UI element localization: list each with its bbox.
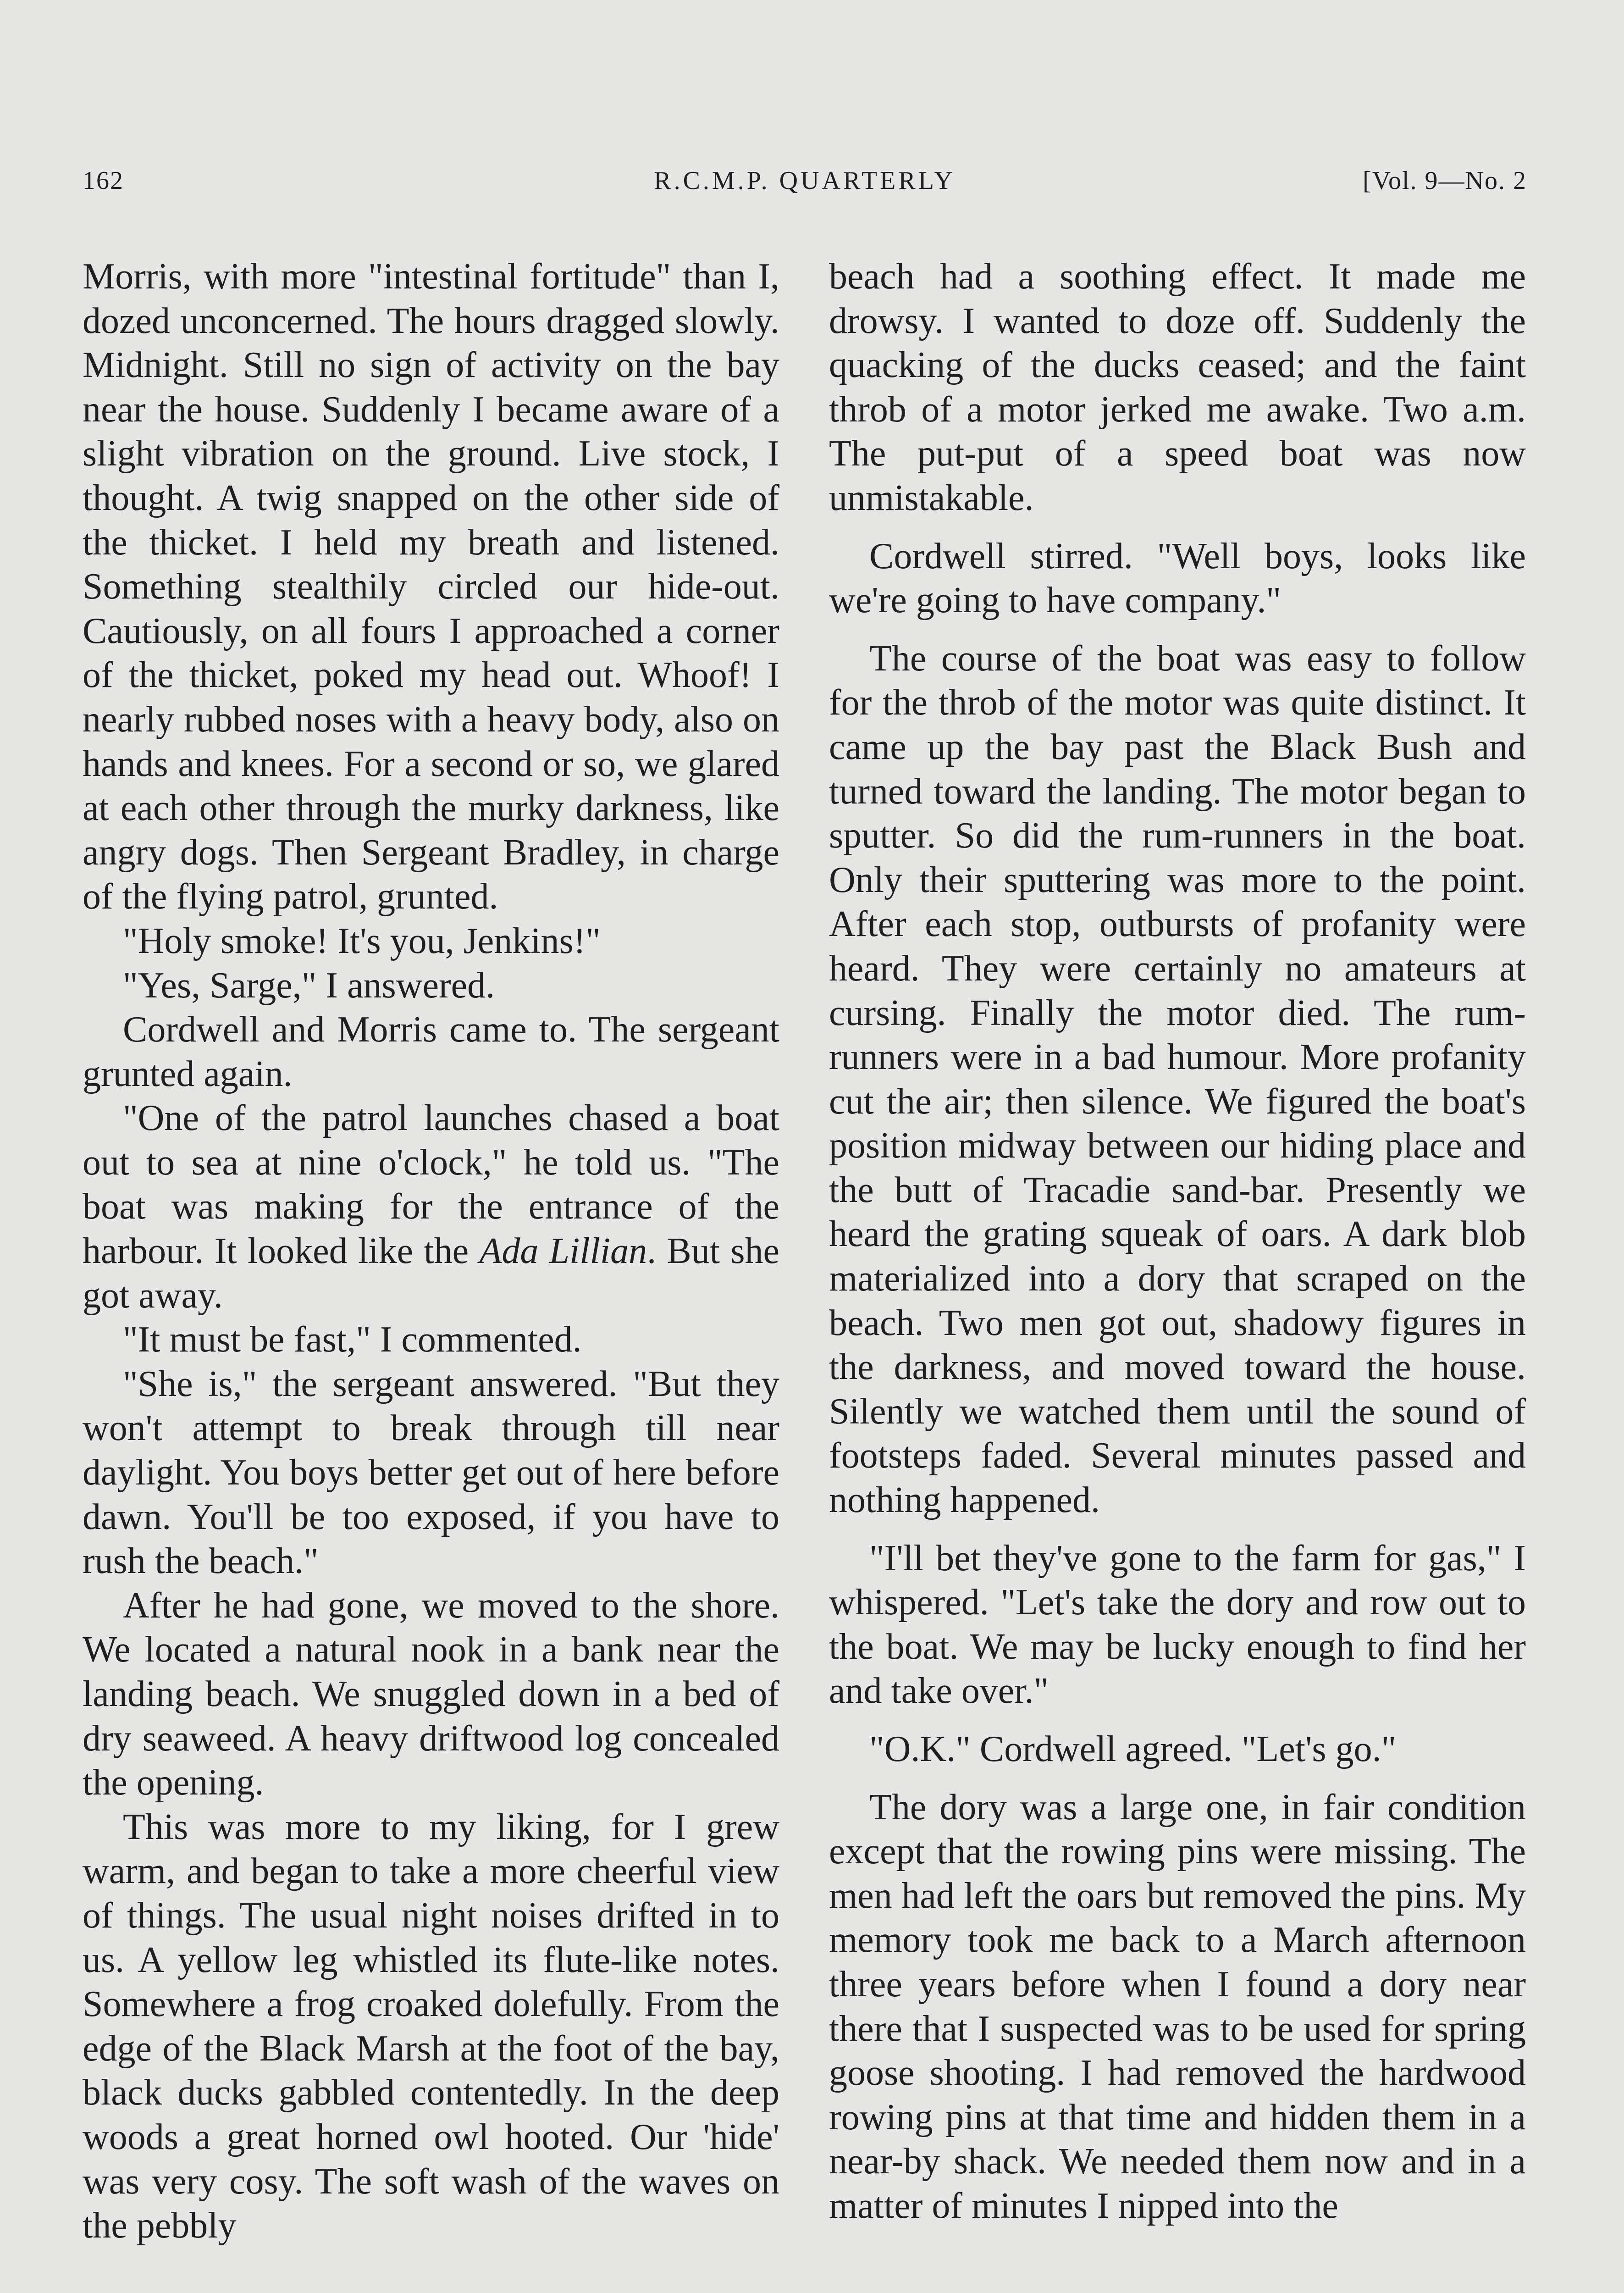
paragraph: "She is," the sergeant answered. "But they won't attempt to break through till near daylight. You boys better get out of here before dawn. You'll be too exposed, if you have to rush the beach." (83, 1363, 779, 1582)
text-span: "One of the patrol launches chased a boat out to sea at nine o'clock," he told us. "The boat was making for the entrance of the harbour. It looked like the (83, 1098, 779, 1272)
volume-info: [Vol. 9—No. 2 (1363, 166, 1527, 195)
paragraph: The course of the boat was easy to follow for the throb of the motor was quite distinct. It came up the bay past the Black Bush and turned toward the landing. The motor began to sputter. So did the rum-runners in the boat. Only their sputtering was more to the point. After each stop, outbursts of profanity were heard. They were certainly no amateurs at cursing. Finally the motor died. The rum-runners were in a bad humour. More profanity cut the air; then silence. We figured the boat's position midway between our hiding place and the butt of Tracadie sand-bar. Presently we heard the grating squeak of oars. A dark blob materialized into a dory that scraped on the beach. Two men got out, shadowy figures in the darkness, and moved toward the house. Silently we watched them until the sound of footsteps faded. Several minutes passed and nothing happened. (829, 638, 1526, 1521)
boat-name-italic: Ada Lillian (479, 1231, 647, 1272)
paragraph: This was more to my liking, for I grew warm, and began to take a more cheerful view of things. The usual night noises drifted in to us. A yellow leg whistled its flute-like notes. Somewhere a frog croaked dolefully. From the edge of the Black Marsh at the foot of the bay, black ducks gabbled contentedly. In the deep woods a great horned owl hooted. Our 'hide' was very cosy. The soft wash of the waves on the pebbly (83, 1806, 779, 2246)
paragraph: Morris, with more "intestinal fortitude" than I, dozed unconcerned. The hours dragged slowly. Midnight. Still no sign of activity on the bay near the house. Suddenly I became aware of a slight vibration on the ground. Live stock, I thought. A twig snapped on the other side of the thicket. I held my breath and listened. Something stealthily circled our hide-out. Cautiously, on all fours I approached a corner of the thicket, poked my head out. Whoof! I nearly rubbed noses with a heavy body, also on hands and knees. For a second or so, we glared at each other through the murky darkness, like angry dogs. Then Sergeant Bradley, in charge of the flying patrol, grunted. (83, 256, 779, 917)
paragraph: The dory was a large one, in fair condition except that the rowing pins were missing. The men had left the oars but removed the pins. My memory took me back to a March afternoon three years before when I found a dory near there that I suspected was to be used for spring goose shooting. I had removed the hardwood rowing pins at that time and hidden them in a near-by shack. We needed them now and in a matter of minutes I nipped into the (829, 1787, 1526, 2226)
text-span: . But she got away. (83, 1231, 780, 1316)
paragraph: "I'll bet they've gone to the farm for gas," I whispered. "Let's take the dory and row out to the boat. We may be lucky enough to find her and take over." (829, 1538, 1526, 1711)
paragraph (83, 1096, 779, 1318)
paragraph: "Yes, Sarge," I answered. (123, 965, 495, 1006)
paragraph: "It must be fast," I commented. (123, 1319, 582, 1360)
left-column (83, 255, 779, 2248)
journal-title: R.C.M.P. QUARTERLY (654, 166, 956, 195)
page-number: 162 (83, 166, 124, 195)
right-column (829, 255, 1526, 2228)
paragraph: "O.K." Cordwell agreed. "Let's go." (869, 1729, 1397, 1769)
running-header (83, 166, 1527, 203)
paragraph: After he had gone, we moved to the shore. We located a natural nook in a bank near the landing beach. We snuggled down in a bed of dry seaweed. A heavy driftwood log concealed the opening. (83, 1585, 779, 1803)
paragraph: beach had a soothing effect. It made me drowsy. I wanted to doze off. Suddenly the quacking of the ducks ceased; and the faint throb of a motor jerked me awake. Two a.m. The put-put of a speed boat was now unmistakable. (829, 256, 1526, 518)
paragraph: "Holy smoke! It's you, Jenkins!" (123, 920, 601, 961)
paragraph: Cordwell stirred. "Well boys, looks like we're going to have company." (829, 536, 1526, 621)
paragraph: Cordwell and Morris came to. The sergeant grunted again. (83, 1009, 779, 1094)
